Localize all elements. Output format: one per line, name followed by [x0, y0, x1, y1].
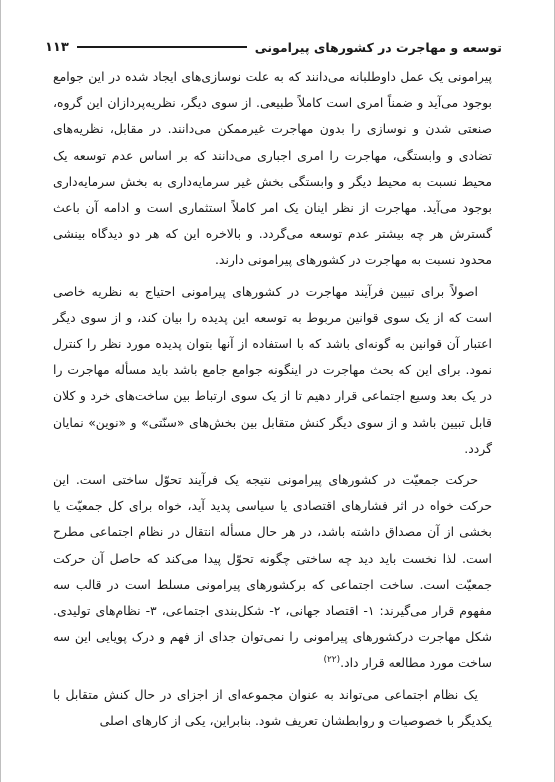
running-head-title: توسعه و مهاجرت در کشورهای پیرامونی	[254, 39, 502, 55]
paragraph-2: اصولاً برای تبیین فرآیند مهاجرت در کشورهای پیرامونی احتیاج به نظریه خاصی است که از یک سوی قوانین مربوط به توسعه این پدیده را بیان کند، و از سوی دیگر اعتبار آن قوانین به گونه‌ای باشد که با استفاده از آنها بتوان پدیده مورد نظر را کنترل نمود. برای این که بحث مهاجرت در اینگونه جوامع جامع باشد باید مسأله مهاجرت را در یک بعد وسیع اجتماعی قرار دهیم تا از یک سوی ارتباط بین ساخت‌های خرد و کلان قابل تبیین باشد و از سوی دیگر کنش متقابل بین بخش‌های «سنّتی» و «نوین» نمایان گردد.	[53, 283, 492, 456]
page-number: ۱۱۳	[45, 39, 69, 55]
paragraph-3-text: حرکت جمعیّت در کشورهای پیرامونی نتیجه یک فرآیند تحوّل ساختی است. این حرکت خواه در اثر فشارهای اقتصادی یا سیاسی پدید آید، خواه برای کل جمعیّت یا بخشی از آن مصداق داشته باشد، در هر حال مسأله انتقال در نظام اجتماعی مطرح است. لذا نخست باید دید چه ساختی چگونه تحوّل پیدا می‌کند که حاصل آن حرکت جمعیّت است. ساخت اجتماعی که برکشورهای پیرامونی مسلط است در قالب سه مفهوم قرار می‌گیرند: ۱- اقتصاد جهانی، ۲- شکل‌بندی اجتماعی، ۳- نظام‌های تولیدی. شکل مهاجرت درکشورهای پیرامونی را نمی‌توان جدای از فهم و درک پویایی این سه ساخت مورد مطالعه قرار داد.	[53, 472, 492, 671]
paragraph-3	[53, 467, 492, 677]
page-body	[53, 64, 492, 734]
running-head-rule	[77, 46, 247, 48]
paragraph-1: پیرامونی یک عمل داوطلبانه می‌دانند که به علت نوسازی‌های ایجاد شده در این جوامع بوجود می‌آید و ضمناً امری است کاملاً طبیعی. از سوی دیگر، نظریه‌پردازان این گروه، صنعتی شدن و نوسازی را بدون مهاجرت غیرممکن می‌دانند. در مقابل، نظریه‌های تضادی و وابستگی، مهاجرت را امری اجباری می‌دانند که بر اساس عدم توسعه یک محیط نسبت به محیط دیگر و وابستگی بخش غیر سرمایه‌داری به بخش سرمایه‌داری بوجود می‌آید. مهاجرت از نظر اینان یک امر کاملاً استثماری است و ادامه آن باعث گسترش هر چه بیشتر عدم توسعه می‌گردد. و بالاخره این که هر دو دیدگاه بینشی محدود نسبت به مهاجرت در کشورهای پیرامونی دارند.	[53, 69, 492, 268]
paragraph-4: یک نظام اجتماعی می‌تواند به عنوان مجموعه‌ای از اجزای در حال کنش متقابل با یکدیگر با خصوصیات و روابطشان تعریف شود. بنابراین، یکی از کارهای اصلی	[53, 686, 492, 728]
running-head	[45, 36, 502, 58]
footnote-reference: (۲۲)	[323, 655, 341, 666]
